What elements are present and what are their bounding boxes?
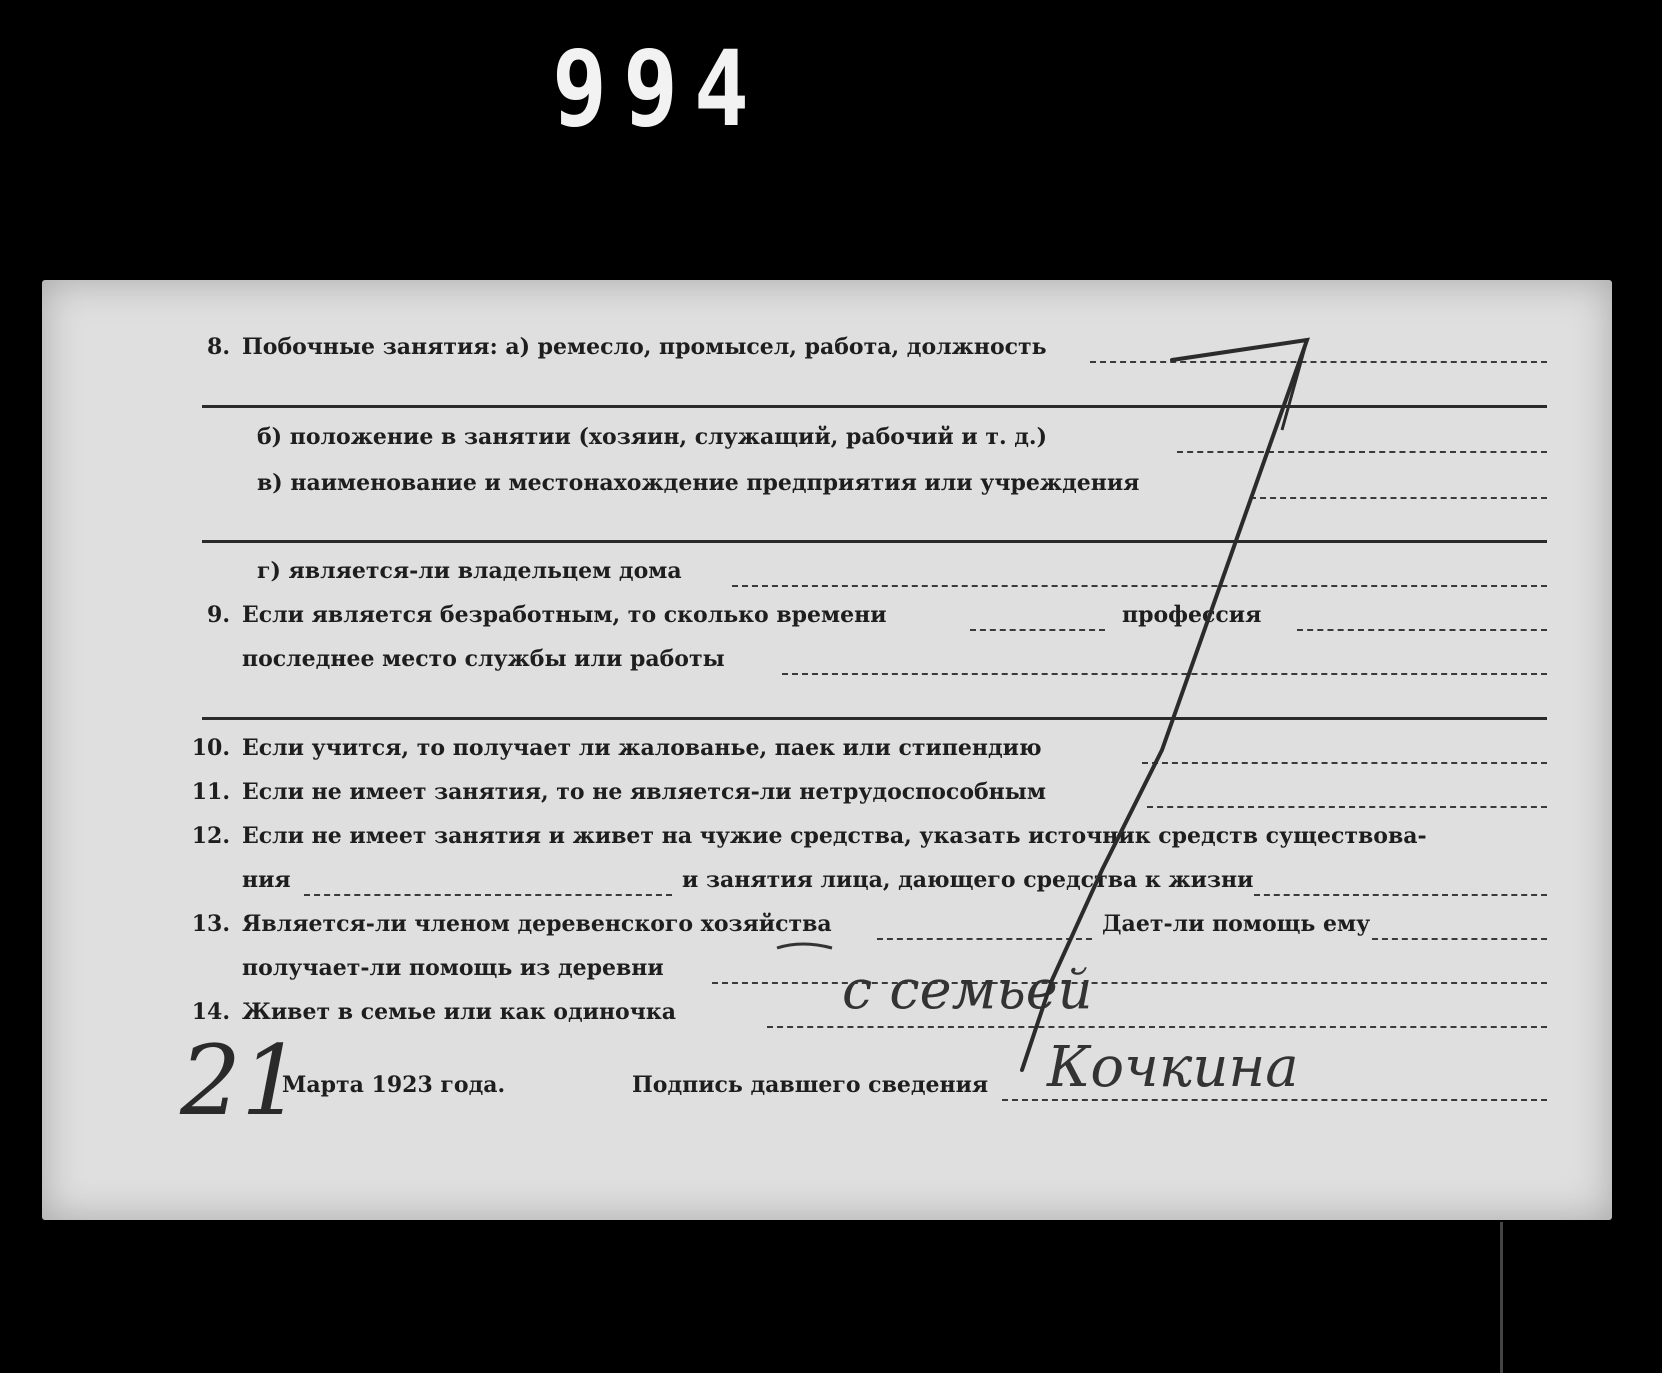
q9-number: 9. — [207, 602, 230, 628]
q13-number: 13. — [191, 911, 230, 937]
q13-help-give-label: Дает-ли помощь ему — [1102, 911, 1371, 937]
q11-row — [42, 779, 1612, 813]
q10-answer-line — [1142, 762, 1547, 764]
q8-answer-line — [1090, 361, 1547, 363]
q11-answer-line — [1147, 806, 1547, 808]
q12-row — [42, 823, 1612, 857]
film-edge-mark — [1500, 1222, 1503, 1373]
signature-label: Подпись давшего сведения — [632, 1072, 989, 1098]
handwritten-signature: Кочкина — [1047, 1035, 1299, 1100]
q9-row — [42, 602, 1612, 636]
q14-handwritten-answer: с семьей — [842, 958, 1093, 1021]
q14-answer-line — [767, 1026, 1547, 1028]
q8v-answer-line — [1250, 497, 1547, 499]
q14-label: Живет в семье или как одиночка — [242, 999, 676, 1025]
q12-source-line — [304, 894, 672, 896]
q9-last-place-line — [782, 673, 1547, 675]
q8b-label: б) положение в занятии (хозяин, служащий, рабочий и т. д.) — [257, 424, 1048, 450]
q12-label: Если не имеет занятия и живет на чужие средства, указать источник средств существова- — [242, 823, 1427, 849]
q8-number: 8. — [207, 334, 230, 360]
q12-cont-b: и занятия лица, дающего средства к жизни — [682, 867, 1254, 893]
q13-label: Является-ли членом деревенского хозяйства — [242, 911, 832, 937]
q9-profession-line — [1297, 629, 1547, 631]
q11-label: Если не имеет занятия, то не является-ли нетрудоспособным — [242, 779, 1046, 805]
q13-help-receive-label: получает-ли помощь из деревни — [242, 955, 664, 981]
q13-help-give-line — [1372, 938, 1547, 940]
q13-help-row — [42, 955, 1612, 989]
q14-number: 14. — [191, 999, 230, 1025]
q9-time-line — [970, 629, 1105, 631]
q8v-extra-line — [202, 540, 1547, 543]
footer-row — [42, 1072, 1612, 1106]
q9-extra-line — [202, 717, 1547, 720]
q13-help-receive-line — [712, 982, 1547, 984]
q8g-answer-line — [732, 585, 1547, 587]
q13-member-line — [877, 938, 1092, 940]
q8g-row — [42, 558, 1612, 592]
q10-row — [42, 735, 1612, 769]
date-day: 21 — [180, 1025, 303, 1137]
q9-last-place-row — [42, 646, 1612, 680]
q12-occupation-line — [1254, 894, 1547, 896]
q8b-answer-line — [1177, 451, 1547, 453]
q8g-label: г) является-ли владельцем дома — [257, 558, 682, 584]
q13-row — [42, 911, 1612, 945]
q8-label: Побочные занятия: а) ремесло, промысел, работа, должность — [242, 334, 1047, 360]
q10-number: 10. — [191, 735, 230, 761]
q12-cont-row — [42, 867, 1612, 901]
q8v-label: в) наименование и местонахождение предприятия или учреждения — [257, 470, 1140, 496]
q9-profession-label: профессия — [1122, 602, 1262, 628]
q9-last-place-label: последнее место службы или работы — [242, 646, 725, 672]
q8v-row — [42, 470, 1612, 504]
q11-number: 11. — [191, 779, 230, 805]
q9-label: Если является безработным, то сколько времени — [242, 602, 887, 628]
q12-number: 12. — [191, 823, 230, 849]
q8b-row — [42, 424, 1612, 458]
date-text: Марта 1923 года. — [282, 1072, 506, 1098]
frame-number: 994 — [552, 28, 765, 150]
q10-label: Если учится, то получает ли жалованье, паек или стипендию — [242, 735, 1042, 761]
q12-cont-a: ния — [242, 867, 291, 893]
q8-row — [42, 334, 1612, 368]
q8-extra-line — [202, 405, 1547, 408]
census-form-card — [42, 280, 1612, 1220]
